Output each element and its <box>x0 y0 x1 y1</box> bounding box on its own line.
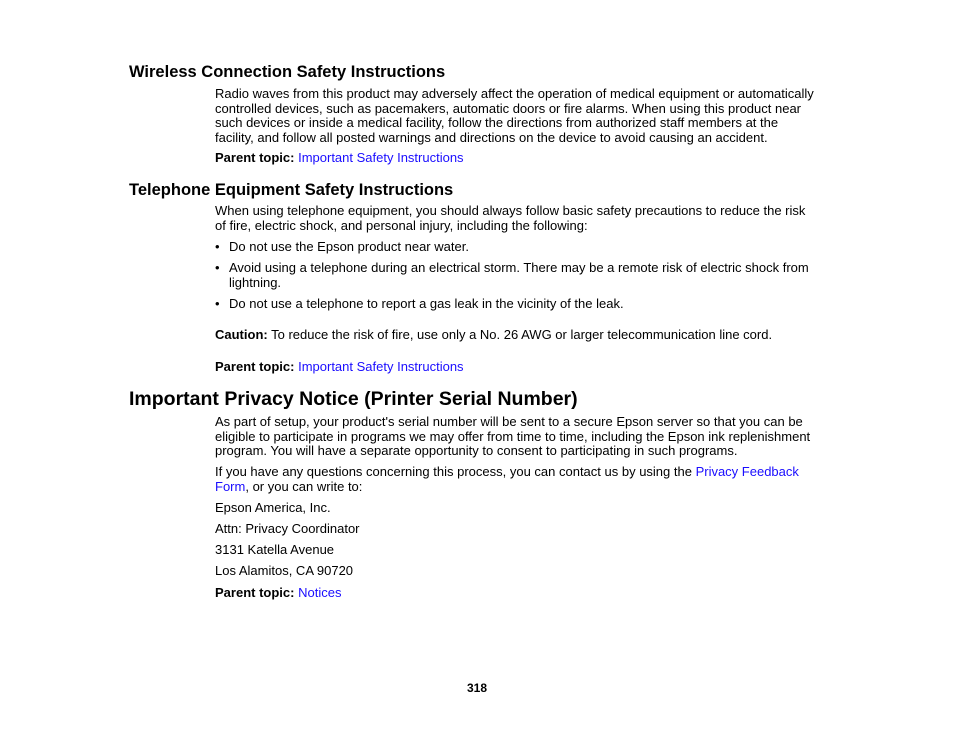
paragraph-line: When using telephone equipment, you should always follow basic safety precautions to reduce the risk <box>215 203 806 218</box>
privacy-feedback-link[interactable]: Privacy Feedback <box>695 464 799 479</box>
privacy-contact-paragraph <box>215 465 827 494</box>
section-heading-wireless: Wireless Connection Safety Instructions <box>129 63 446 81</box>
parent-topic-label: Parent topic: <box>215 585 295 600</box>
list-item-text: Do not use the Epson product near water. <box>229 239 469 254</box>
paragraph-line: such devices or inside a medical facility, follow the directions from authorized staff members at the <box>215 115 779 131</box>
parent-topic-link-notices[interactable]: Notices <box>298 585 342 600</box>
parent-topic-label: Parent topic: <box>215 150 295 165</box>
address-line-street: 3131 Katella Avenue <box>215 542 335 557</box>
list-item-text: lightning. <box>229 274 282 290</box>
page-number: 318 <box>466 681 488 695</box>
paragraph-line: controlled devices, such as pacemakers, automatic doors or fire alarms. When using this product near <box>215 100 801 116</box>
address-line-company: Epson America, Inc. <box>215 500 331 515</box>
paragraph-line <box>215 465 827 480</box>
bullet-mark: • <box>215 260 220 275</box>
telephone-intro <box>215 204 827 233</box>
parent-topic-link-safety[interactable]: Important Safety Instructions <box>298 359 464 374</box>
parent-topic-link-safety[interactable]: Important Safety Instructions <box>298 150 464 165</box>
list-item-text: Do not use a telephone to report a gas leak in the vicinity of the leak. <box>229 296 624 311</box>
caution-note <box>215 328 827 343</box>
paragraph-line <box>215 480 827 495</box>
list-item-text: Avoid using a telephone during an electrical storm. There may be a remote risk of electric shock from <box>229 260 809 275</box>
address-line-attn: Attn: Privacy Coordinator <box>215 521 360 536</box>
paragraph-line: Radio waves from this product may adversely affect the operation of medical equipment or automatically <box>215 86 814 101</box>
paragraph-line: of fire, electric shock, and personal injury, including the following: <box>215 217 588 233</box>
paragraph-line: facility, and follow all posted warnings and directions on the device to avoid causing an accident. <box>215 129 768 145</box>
wireless-paragraph <box>215 87 827 145</box>
privacy-feedback-link[interactable]: Form <box>215 478 246 494</box>
contact-text: If you have any questions concerning this process, you can contact us by using the <box>215 464 696 479</box>
parent-topic-telephone <box>215 360 827 375</box>
caution-label: Caution: <box>215 327 268 342</box>
parent-topic-label: Parent topic: <box>215 359 295 374</box>
bullet-mark: • <box>215 296 220 311</box>
section-heading-privacy: Important Privacy Notice (Printer Serial Number) <box>129 388 578 410</box>
bullet-mark: • <box>215 239 220 254</box>
parent-topic-wireless <box>215 151 827 166</box>
paragraph-line: program. You will have a separate opportunity to consent to participating in such programs. <box>215 443 738 459</box>
contact-text: , or you can write to: <box>245 478 363 494</box>
paragraph-line: As part of setup, your product's serial number will be sent to a secure Epson server so that you can be <box>215 414 803 429</box>
section-heading-telephone: Telephone Equipment Safety Instructions <box>129 181 454 199</box>
privacy-paragraph <box>215 415 827 459</box>
paragraph-line: eligible to participate in programs we may offer from time to time, including the Epson ink replenishment <box>215 428 811 444</box>
caution-text: To reduce the risk of fire, use only a No. 26 AWG or larger telecommunication line cord. <box>267 327 773 342</box>
address-line-city: Los Alamitos, CA 90720 <box>215 563 354 578</box>
parent-topic-privacy <box>215 586 827 601</box>
